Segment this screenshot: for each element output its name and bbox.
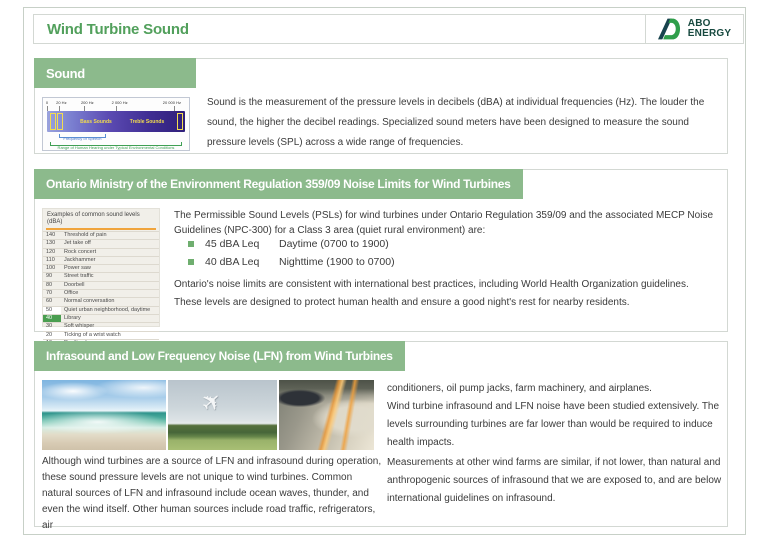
section-regulation — [34, 169, 728, 338]
hearing-range-label: Range of Human Hearing under Typical Environmental Conditions — [57, 144, 175, 150]
psl-level: 40 dBA Leq — [205, 256, 260, 268]
airplane-takeoff-photo — [168, 380, 277, 450]
logo-line-1: ABO — [687, 18, 711, 29]
regulation-content — [174, 208, 730, 312]
dba-value: 20 — [46, 331, 53, 338]
dba-value: 140 — [46, 232, 56, 238]
tick-label: 20 000 Hz — [162, 100, 181, 105]
regulation-outro — [174, 276, 730, 312]
dba-value: 30 — [46, 323, 53, 330]
table-title: Examples of common sound levels (dBA) — [47, 212, 140, 225]
table-row — [43, 239, 159, 247]
dba-value: 60 — [46, 298, 53, 305]
table-row — [43, 297, 159, 305]
dba-value: 80 — [46, 281, 53, 288]
page-header — [33, 14, 744, 44]
section-regulation-heading: Ontario Ministry of the Environment Regulation 359/09 Noise Limits for Wind Turbines — [34, 169, 523, 199]
dba-value: 70 — [46, 290, 53, 297]
dba-label: Office — [64, 290, 79, 297]
treble-sounds-label: Treble Sounds — [129, 118, 165, 125]
dba-label: Jet take off — [64, 240, 91, 247]
dba-value: 50 — [43, 307, 61, 314]
right-paragraph-2: Wind turbine infrasound and LFN noise have been studied extensively. The levels surrounding turbines are far lower than would be required to induce health impacts. — [387, 401, 720, 448]
logo-line-2: ENERGY — [687, 28, 732, 39]
bass-sounds-label: Bass Sounds — [80, 118, 112, 125]
infrasound-band — [50, 113, 56, 130]
infrasound-band — [57, 113, 63, 130]
abo-energy-logo-icon — [658, 17, 684, 41]
dba-label: Soft whisper — [64, 323, 95, 330]
dba-label: Normal conversation — [64, 298, 115, 305]
speech-range-label: Frequency of Speech — [63, 136, 102, 141]
airplane-icon: ✈ — [195, 385, 229, 420]
infrasound-left-paragraph: Although wind turbines are a source of LFN and infrasound during operation, these sound pressure levels are not unique to wind turbines. Common natural sources of LFN and infrasound include ocean waves, thunder, and even the wind itself. Other human sources include road traffic, refrigerators, air — [42, 456, 382, 531]
table-row — [43, 306, 159, 314]
dba-label: Doorbell — [64, 281, 85, 288]
table-row — [43, 231, 159, 239]
psl-period: Daytime (0700 to 1900) — [279, 238, 389, 250]
table-row — [43, 289, 159, 297]
table-row — [43, 264, 159, 272]
dba-value: 90 — [46, 273, 53, 280]
frequency-spectrum-diagram — [42, 97, 190, 151]
tick-label: 20 Hz — [56, 100, 67, 105]
right-paragraph-3: Measurements at other wind farms are similar, if not lower, than natural and anthropogenic sources of infrasound that we are exposed to, and are below international guidelines on infrasound. — [387, 457, 722, 504]
tick-label: 2 000 Hz — [111, 100, 128, 105]
psl-period: Nighttime (1900 to 0700) — [279, 256, 395, 268]
orange-rule — [46, 228, 156, 230]
page-title: Wind Turbine Sound — [47, 20, 189, 38]
table-row — [43, 248, 159, 256]
logo-wordmark — [688, 19, 731, 39]
dba-label: Threshold of pain — [64, 232, 107, 238]
table-row — [43, 322, 159, 330]
road-traffic-photo — [279, 380, 374, 450]
bullet-square-icon — [188, 259, 194, 265]
bullet-square-icon — [188, 241, 194, 247]
section-infrasound — [34, 341, 728, 531]
dba-label: Quiet urban neighborhood, daytime — [64, 306, 151, 313]
table-row — [43, 272, 159, 280]
tick-label: 0 — [45, 100, 49, 105]
dba-label: Street traffic — [64, 273, 94, 280]
right-paragraph-1: conditioners, oil pump jacks, farm machinery, and airplanes. — [387, 383, 652, 394]
dba-value: 130 — [46, 240, 56, 247]
psl-level: 45 dBA Leq — [205, 238, 260, 250]
dba-value: 110 — [46, 256, 55, 263]
outro-line-2: These levels are designed to protect human health and ensure a good night's rest for nearby residents. — [174, 297, 630, 308]
dba-label: Library — [64, 314, 81, 321]
dba-value: 40 — [43, 315, 61, 322]
company-logo — [645, 15, 743, 43]
section-infrasound-heading: Infrasound and Low Frequency Noise (LFN) from Wind Turbines — [34, 341, 405, 371]
section-sound — [34, 58, 728, 154]
tick-label: 200 Hz — [80, 100, 94, 105]
psl-nighttime-item — [188, 256, 730, 268]
frequency-gradient-bar — [47, 111, 185, 132]
table-row-highlighted — [43, 314, 159, 322]
dba-label: Jackhammer — [64, 256, 96, 263]
ultrasound-band — [177, 113, 183, 130]
sound-levels-table — [42, 208, 160, 338]
psl-daytime-item — [188, 238, 730, 250]
page-frame — [23, 7, 746, 535]
table-row — [43, 281, 159, 289]
table-row — [43, 331, 159, 339]
dba-label: Rock concert — [64, 248, 97, 255]
outro-line-1: Ontario's noise limits are consistent with international best practices, including World Health Organization guidelines. — [174, 279, 689, 290]
dba-label: Ticking of a wrist watch — [64, 331, 121, 338]
ocean-waves-photo — [42, 380, 166, 450]
sound-description: Sound is the measurement of the pressure levels in decibels (dBA) at individual frequencies (Hz). The louder the sound, the higher the decibel readings. Specialized sound meters have been designed to measure the sound pressure levels (SPL) across a wide range of frequencies. — [207, 97, 705, 148]
regulation-intro: The Permissible Sound Levels (PSLs) for wind turbines under Ontario Regulation 359/09 and the associated MECP Noise Guidelines (NPC-300) for a Class 3 area (quiet rural environment) are: — [174, 210, 713, 236]
section-sound-heading: Sound — [34, 58, 196, 88]
infrasound-right-column — [387, 380, 739, 508]
table-row — [43, 256, 159, 264]
dba-label: Power saw — [64, 265, 91, 272]
infrasound-sources-photos — [42, 380, 374, 450]
dba-value: 100 — [46, 265, 56, 272]
dba-value: 120 — [46, 248, 56, 255]
